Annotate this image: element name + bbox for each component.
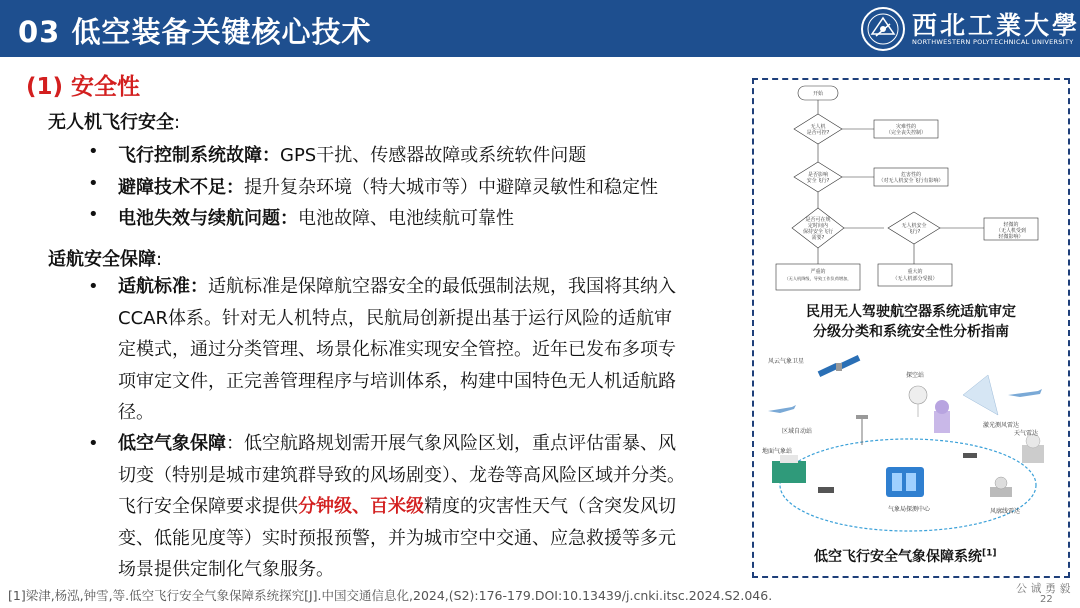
svg-text:激光测风雷达: 激光测风雷达	[983, 422, 1020, 429]
svg-text:保持安全飞行: 保持安全飞行	[802, 229, 834, 235]
svg-text:需要?: 需要?	[811, 235, 825, 241]
balloon-icon	[909, 386, 927, 417]
item-term: 电池失效与续航问题：	[118, 208, 298, 229]
svg-text:无人机: 无人机	[810, 124, 826, 130]
svg-text:天气雷达: 天气雷达	[1014, 430, 1039, 437]
list-item	[88, 204, 514, 230]
svg-text:重大的: 重大的	[907, 269, 923, 275]
highlight-hundred-meter: 百米级	[370, 496, 424, 517]
item-term: 飞行控制系统故障：	[118, 145, 280, 166]
university-seal-icon	[860, 6, 906, 52]
svg-text:地面气象站: 地面气象站	[762, 448, 793, 455]
figure-caption-1-line-1: 民用无人驾驶航空器系统适航审定	[806, 304, 1016, 320]
weather-term: 低空气象保障	[118, 433, 226, 454]
item-text: GPS干扰、传感器故障或系统软件问题	[280, 145, 587, 166]
header-bar	[0, 0, 1080, 57]
auto-station-icon	[856, 415, 868, 445]
airworthiness-heading: 适航安全保障:	[48, 249, 163, 270]
airworthiness-standard-paragraph: • 适航标准：适航标准是保障航空器安全的最低强制法规，我国将其纳入 CCAR体系。针对无人机特点，民航局创新提出基于运行风险的适航审 定模式，通过分类管理、场景化标准实现安全管控。近年已发布多项专 项审定文件，正完善管理程序与培训体系，构建中国特色无人机适航路 径。	[118, 271, 748, 429]
section-title: (1) 安全性	[26, 74, 141, 100]
list-item	[88, 173, 658, 199]
satellite-icon	[818, 355, 861, 377]
citation-ref: [1]	[982, 548, 997, 559]
svg-text:轻微影响）: 轻微影响）	[998, 234, 1024, 240]
reference-footnote: [1]梁津,杨泓,钟雪,等.低空飞行安全气象保障系统探究[J].中国交通信息化,2024,(S2):176-179.DOI:10.13439/j.cnki.itsc.2024.S2.046.	[8, 588, 773, 603]
svg-text:（无人机受到: （无人机受到	[995, 228, 1027, 234]
svg-text:飞行?: 飞行?	[907, 229, 921, 235]
flow-start: 开始	[812, 91, 824, 97]
flight-safety-heading: 无人机飞行安全:	[48, 112, 181, 133]
bullet-icon: •	[88, 276, 99, 297]
bullet-icon: •	[88, 173, 99, 194]
svg-text:气象局探测中心: 气象局探测中心	[888, 506, 931, 513]
svg-text:是否可控?: 是否可控?	[806, 130, 830, 136]
svg-text:（完全丧失控制）: （完全丧失控制）	[885, 130, 927, 136]
figure-caption-1-line-2: 分级分类和系统安全性分析指南	[813, 324, 1009, 340]
lidar-beam-icon	[963, 375, 998, 415]
svg-text:是否可在规: 是否可在规	[805, 217, 831, 223]
svg-text:轻微的: 轻微的	[1003, 222, 1019, 228]
item-text: 提升复杂环境（特大城市等）中避障灵敏性和稳定性	[244, 177, 658, 198]
university-logo	[860, 4, 1080, 54]
svg-text:风云气象卫星: 风云气象卫星	[768, 358, 805, 365]
weather-support-paragraph: • 低空气象保障：低空航路规划需开展气象风险区划，重点评估雷暴、风 切变（特别是城市建筑群导致的风场剧变）、龙卷等高风险区域并分类。 飞行安全保障要求提供分钟级、百米级精度的灾害性天气（含突发风切 变、低能见度等）实时预报预警，并为城市空中交通、应急救援等多元 场景提供定制化气象服务。	[118, 428, 748, 586]
university-motto: 公 诚 勇 毅	[1016, 582, 1071, 595]
svg-text:是否影响: 是否影响	[807, 172, 829, 178]
profiler-radar-icon	[990, 477, 1012, 497]
university-name-cn: 西北工業大學	[912, 11, 1080, 40]
item-term: 避障技术不足：	[118, 177, 244, 198]
figure-panel	[752, 78, 1070, 578]
svg-text:灾难性的: 灾难性的	[895, 124, 917, 130]
highlight-minute: 分钟级	[298, 496, 352, 517]
page-title: 03 低空装备关键核心技术	[18, 15, 372, 49]
data-center-icon	[886, 467, 924, 497]
svg-text:安全飞行?: 安全飞行?	[806, 178, 830, 184]
ground-station-icon	[772, 455, 806, 483]
svg-text:（无人机部分受损）: （无人机部分受损）	[892, 276, 938, 282]
svg-text:（无人机降级，导致工作负荷增加，: （无人机降级，导致工作负荷增加，	[784, 276, 852, 281]
svg-text:探空站: 探空站	[906, 372, 925, 379]
standard-term: 适航标准：	[118, 276, 208, 297]
svg-text:区域自动站: 区域自动站	[782, 428, 813, 435]
svg-text:风廓线雷达: 风廓线雷达	[990, 508, 1021, 515]
university-name-en: NORTHWESTERN POLYTECHNICAL UNIVERSITY	[912, 38, 1074, 46]
list-item	[88, 141, 587, 167]
weather-support-diagram	[758, 355, 1064, 543]
svg-text:严重的: 严重的	[810, 269, 826, 275]
svg-text:无人机安全: 无人机安全	[901, 223, 927, 229]
svg-text:（对无人机安全飞行有影响）: （对无人机安全飞行有影响）	[878, 178, 944, 184]
item-text: 电池故障、电池续航可靠性	[298, 208, 514, 229]
svg-text:危害性的: 危害性的	[900, 172, 922, 178]
bullet-icon: •	[88, 141, 99, 162]
safety-assessment-flowchart	[774, 82, 1058, 294]
figure-caption-2: 低空飞行安全气象保障系统[1]	[814, 548, 997, 565]
bullet-icon: •	[88, 204, 99, 225]
airplane-icon	[768, 389, 1042, 413]
bullet-icon: •	[88, 433, 99, 454]
svg-text:定时间内: 定时间内	[807, 223, 829, 229]
page-number: 22	[1040, 594, 1053, 605]
